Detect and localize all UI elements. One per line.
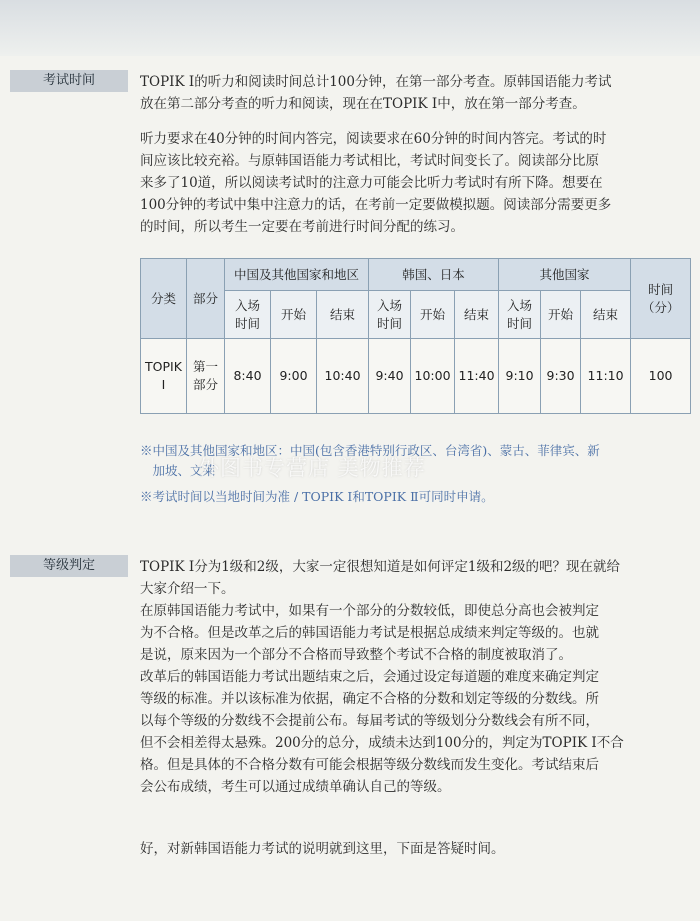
cell-other-end: 11:10	[581, 339, 631, 414]
subheader-end: 结束	[581, 291, 631, 339]
cell-china-start: 9:00	[271, 339, 317, 414]
cell-other-entry: 9:10	[499, 339, 541, 414]
cell-korea-start: 10:00	[411, 339, 455, 414]
subheader-end: 结束	[317, 291, 369, 339]
section-label-grade: 等级判定	[10, 555, 128, 577]
cell-category: TOPIK Ⅰ	[141, 339, 187, 414]
cell-part: 第一 部分	[187, 339, 225, 414]
cell-china-entry: 8:40	[225, 339, 271, 414]
subheader-entry: 入场 时间	[369, 291, 411, 339]
cell-duration: 100	[631, 339, 691, 414]
subheader-start: 开始	[271, 291, 317, 339]
header-duration: 时间 （分）	[631, 259, 691, 339]
header-part: 部分	[187, 259, 225, 339]
subheader-entry: 入场 时间	[499, 291, 541, 339]
page-header-band	[0, 0, 700, 56]
cell-korea-end: 11:40	[455, 339, 499, 414]
exam-time-paragraph-2: 听力要求在40分钟的时间内答完，阅读要求在60分钟的时间内答完。考试的时 间应该比较充裕。与原韩国语能力考试相比，考试时间变长了。阅读部分比原 来多了10道，所以阅读考试时的注意力可能会比听力考试时有所下降。想要在 100分钟的考试中集中注意力的话，在考前一定要做模拟题。阅读部分需要更多 的时间，所以考生一定要在考前进行时间分配的练习。	[140, 131, 612, 235]
closing-paragraph: 好，对新韩国语能力考试的说明就到这里，下面是答疑时间。	[140, 841, 505, 857]
header-category: 分类	[141, 259, 187, 339]
subheader-start: 开始	[541, 291, 581, 339]
grade-paragraph: TOPIK Ⅰ分为1级和2级，大家一定很想知道是如何评定1级和2级的吧？现在就给 大家介绍一下。 在原韩国语能力考试中，如果有一个部分的分数较低，即使总分高也会被判定 为不合格。但是改革之后的韩国语能力考试是根据总成绩来判定等级的。也就 是说，原来因为一个部分不合格而导致整个考试不合格的制度被取消了。 改革后的韩国语能力考试出题结束之后，会通过设定每道题的难度来确定判定 等级的标准。并以该标准为依据，确定不合格的分数和划定等级的分数线。所 以每个等级的分数线不会提前公布。每届考试的等级划分分数线会有所不同， 但不会相差得太悬殊。200分的总分，成绩未达到100分的，判定为TOPIK Ⅰ不合 格。但是具体的不合格分数有可能会根据等级分数线而发生变化。考试结束后 会公布成绩，考生可以通过成绩单确认自己的等级。	[140, 559, 624, 795]
note-local-time: ※考试时间以当地时间为准 / TOPIK Ⅰ和TOPIK Ⅱ可同时申请。	[140, 489, 494, 504]
watermark-text: 外图书专营店 美物推荐	[198, 456, 426, 480]
section-label-exam-time: 考试时间	[10, 70, 128, 92]
subheader-entry: 入场 时间	[225, 291, 271, 339]
subheader-start: 开始	[411, 291, 455, 339]
cell-korea-entry: 9:40	[369, 339, 411, 414]
cell-other-start: 9:30	[541, 339, 581, 414]
header-other-countries: 其他国家	[499, 259, 631, 291]
exam-schedule-table	[140, 258, 691, 414]
subheader-end: 结束	[455, 291, 499, 339]
note-region-definition: ※中国及其他国家和地区：中国(包含香港特别行政区、台湾省)、蒙古、菲律宾、新 加坡、文莱	[140, 443, 600, 478]
exam-time-paragraph-1: TOPIK Ⅰ的听力和阅读时间总计100分钟，在第一部分考查。原韩国语能力考试 放在第二部分考查的听力和阅读，现在在TOPIK Ⅰ中，放在第一部分考查。	[140, 74, 612, 112]
header-korea-japan: 韩国、日本	[369, 259, 499, 291]
cell-china-end: 10:40	[317, 339, 369, 414]
header-china-and-others: 中国及其他国家和地区	[225, 259, 369, 291]
